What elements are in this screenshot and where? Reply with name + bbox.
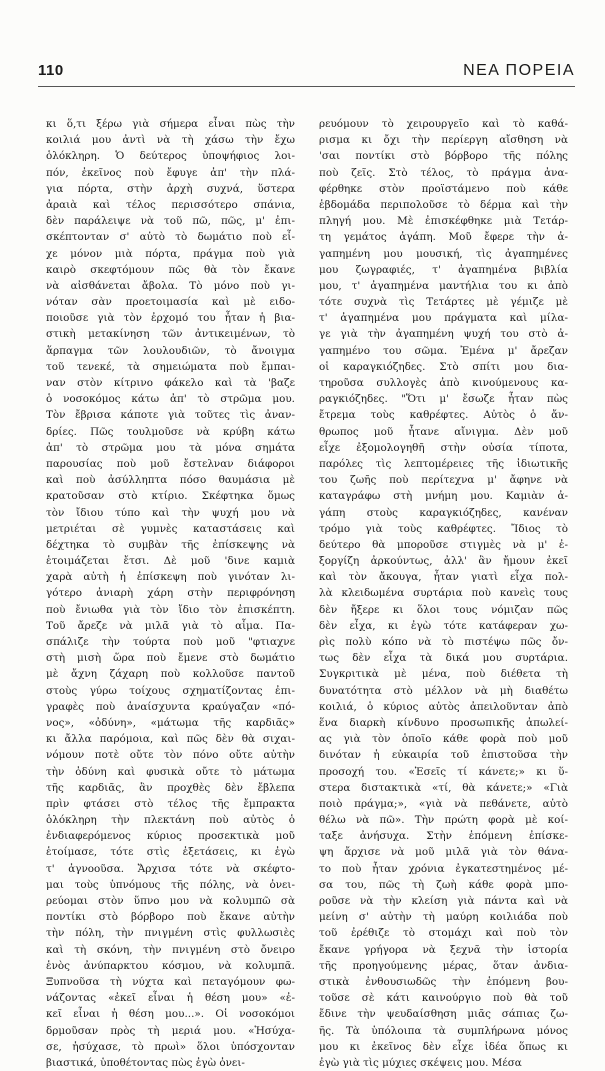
text-column-left [46, 116, 295, 1071]
text-line: 'σαι ποντίκι στὸ βόρβορο τῆς πόλης [319, 150, 568, 163]
text-line: κι ἄλλα παρόμοια, καὶ πῶς δὲν θὰ σιχαι- [46, 733, 295, 746]
text-line: μου ζωγραφιές, τ' ἀγαπημένα βιβλία [319, 263, 568, 276]
text-line: ποιοῦσε γιὰ τὸν ἐρχομό του ἦταν ἡ βια- [46, 312, 295, 325]
text-line: ὁλόκληρη τὴν πλεκτάνη ποὺ αὐτὸς ὁ [46, 814, 295, 827]
text-line: δρμοῦσαν πρὸς τὴ μεριά μου. «Ἡσύχα- [46, 1024, 295, 1037]
text-line: τὴν πόλη, τὴν πνιγμένη στὶς φυλλωσιὲς [46, 927, 295, 940]
text-line: κεῖ εἶναι ἡ θέση μου...». Οἱ νοσοκόμοι [46, 1008, 295, 1021]
text-line: γε γιὰ τὴν ἀγαπημένη ψυχή του στὸ ἀ- [319, 328, 568, 341]
text-line: μου, τ' ἀγαπημένα μαντήλια του κι ἀπὸ [319, 279, 568, 292]
text-line: ἔδινε τὴν ψευδαίσθηση μιᾶς σάπιας ζω- [319, 1008, 568, 1021]
text-line: γότερο ἀνιαρὴ χάρη στὴν περιφρόνηση [46, 587, 295, 600]
text-line: τὸν ἴδιου τύπο καὶ τὴν ψυχή μου νὰ [46, 506, 295, 519]
text-line: δὲν παράλειψε νὰ τοῦ πῶ, πῶς, μ' ἐπι- [46, 215, 295, 228]
text-line: καιρὸ σκεφτόμουν πῶς θὰ τὸν ἔκανε [46, 263, 295, 276]
text-line: δρίες. Πῶς τουλμοῦσε νὰ κρύβη κάτω [46, 425, 295, 438]
text-line: ἑβδομάδα περιπολοῦσε τὸ δέρμα καὶ τὴν [319, 198, 568, 211]
text-line: κρατοῦσαν στὸ κτίριο. Σκέφτηκα ὅμως [46, 490, 295, 503]
text-line: ἑτοιμάζεται ἔτσι. Δὲ μοῦ 'δινε καμιὰ [46, 555, 295, 568]
text-line: τότε συχνὰ τὶς Τετάρτες μὲ γέμιζε μὲ [319, 296, 568, 309]
text-line: τ' ἀγνοοῦσα. Ἄρχισα τότε νὰ σκέφτο- [46, 862, 295, 875]
text-line: στερα διστακτικὰ «τί, θὰ κάνετε;» «Γιὰ [319, 781, 568, 794]
text-line: δυνατότητα στὸ μέλλον νὰ μὴ διαθέτω [319, 684, 568, 697]
text-line: Ξυπνοῦσα τὴ νύχτα καὶ πεταγόμουν φω- [46, 975, 295, 988]
text-line: τηροῦσα συλλογὲς ἀπὸ κινούμενους κα- [319, 377, 568, 389]
text-line: θρωπος μοῦ ἦτανε αἴνιγμα. Δὲν μοῦ [319, 425, 568, 438]
text-line: καὶ τὸν ἄκουγα, ἦταν γιατὶ εἶχα πολ- [319, 571, 568, 584]
text-line: οἱ καραγκιόζηδες. Στὸ σπίτι μου δια- [319, 360, 568, 373]
text-line: τοῦ τενεκέ, τὰ σημειώματα ποὺ ἔμπαι- [46, 360, 295, 373]
text-line: βιαστικά, ὑποθέτοντας πὼς ἐγὼ ὀνει- [46, 1056, 245, 1069]
text-line: ρεύομαι στὸν ὕπνο μου νὰ κολυμπῶ σὰ [46, 895, 295, 907]
text-line: σα του, πῶς τὴ ζωὴ κάθε φορὰ μπο- [319, 878, 568, 891]
text-line: πόν, ἐκεῖνος ποὺ ἔφυγε ἀπ' τὴν πλά- [46, 166, 295, 179]
text-line: πρὶν φτάσει στὸ τέλος τῆς ἔμπρακτα [46, 797, 295, 810]
text-line: ποιὸ πράγμα;», «γιὰ νὰ πεθάνετε, αὐτὸ [319, 797, 568, 810]
text-line: μετριέται σὲ γυμνὲς καταστάσεις καὶ [46, 522, 295, 535]
text-line: ρὶς πολὺ κόπο νὰ τὸ πιστέψω πῶς ὄν- [319, 636, 568, 648]
text-line: ποὺ ζεῖς. Στὸ τέλος, τὸ πράγμα ἀνα- [319, 166, 568, 179]
text-line: ἐνδιαφερόμενος κύριος προσεκτικὰ μοῦ [46, 830, 295, 843]
text-line: λὰ κλειδωμένα συρτάρια ποὺ κανεὶς τους [319, 587, 568, 600]
text-line: ἑνὸς ἀνύπαρκτου κόσμου, νὰ κολυμπᾶ. [46, 959, 295, 972]
text-line: πληγή μου. Μὲ ἐπισκέφθηκε μιὰ Τετάρ- [319, 215, 568, 228]
text-line: ρευόμουν τὸ χειρουργεῖο καὶ τὸ καθά- [319, 118, 568, 130]
text-line: γραφὲς ποὺ ἀναίσχυντα κραύγαζαν «πό- [46, 700, 295, 713]
text-line: τ' ἀγαπημένα μου πράγματα καὶ μίλα- [319, 312, 568, 325]
text-line: σκέπτονταν σ' αὐτὸ τὸ δωμάτιο ποὺ εἶ- [46, 231, 295, 244]
text-line: δὲν ἤξερε κι ὅλοι τους νόμιζαν πῶς [319, 603, 568, 616]
text-line: ποὺ ἔνιωθα γιὰ τὸν ἴδιο τὸν ἐπισκέπτη. [46, 603, 295, 616]
text-line: παρουσίας ποὺ μοῦ ἔστελναν διάφοροι [46, 457, 295, 470]
text-line: δινόταν ἡ εὐκαιρία τοῦ ἐπιστοῦσα τὴν [319, 749, 568, 762]
text-line: ἐγὼ γιὰ τὶς μύχιες σκέψεις μου. Μέσα [319, 1056, 522, 1069]
page-number: 110 [38, 62, 64, 79]
text-line: φέρθηκε στὸν προϊστάμενο ποὺ κάθε [319, 182, 568, 195]
text-line: δεύτερο θὰ μποροῦσε στιγμὲς νὰ μ' ἐ- [319, 538, 568, 551]
text-line: στικὰ ἐνθουσιωδῶς τὴν ἑπόμενη βου- [319, 975, 568, 988]
text-line: χε μόνον μιὰ πόρτα, πράγμα ποὺ γιὰ [46, 247, 295, 260]
text-line: ραγκιόζηδες. "Ὅτι μ' ἔσωζε ἦταν πὼς [319, 393, 568, 406]
text-line: μαι τοὺς ὑπνόμους τῆς πόλης, νὰ ὀνει- [46, 878, 295, 891]
text-line: τως δὲν εἶχα τὰ δικά μου συρτάρια. [319, 652, 568, 665]
text-line: στοὺς γύρω τοίχους σχηματίζοντας ἐπι- [46, 684, 295, 697]
text-line: νος», «ὀδύνη», «μάτωμα τῆς καρδιᾶς» [46, 716, 295, 729]
text-line: ἔτρεμα τοὺς καθρέφτες. Αὐτὸς ὁ ἄν- [319, 409, 568, 422]
text-line: καὶ ποὺ ἀσύλληπτα πόσο θαυμάσια μὲ [46, 474, 295, 487]
text-line: ψη ἄρχισε νὰ μοῦ μιλᾶ γιὰ τὸν θάνα- [319, 846, 568, 859]
text-line: τη γεμάτος ἀγάπη. Μοῦ ἔφερε τὴν ἀ- [319, 231, 568, 244]
text-line: μείνη σ' αὐτὴν τὴ μαύρη κοιλιάδα ποὺ [319, 911, 568, 924]
text-line: προσοχή του. «Ἐσεῖς τί κάνετε;» κι ὕ- [319, 765, 568, 778]
text-line: παρόλες τὶς λεπτομέρειες τῆς ἰδιωτικῆς [319, 457, 568, 470]
page-header [38, 62, 575, 86]
text-line: ἀπ' τὸ στρῶμα μου τὰ μόνα σημάτα [46, 441, 295, 454]
text-line: χαρὰ αὐτὴ ἡ ἐπίσκεψη ποὺ γινόταν λι- [46, 571, 295, 584]
text-line: νόταν σὰν προετοιμασία καὶ μὲ ειδο- [46, 296, 295, 309]
text-line: το ποὺ ἦταν χρόνια ἐγκατεστημένος μέ- [319, 862, 568, 875]
text-line: τὴν ὀδύνη καὶ φυσικὰ οὔτε τὸ μάτωμα [46, 765, 295, 778]
text-line: εἶχε ἐξομολογηθῆ στὴν οὐσία τίποτα, [319, 441, 568, 454]
running-title: ΝΕΑ ΠΟΡΕΙΑ [463, 62, 575, 79]
text-line: γάπη στοὺς καραγκιόζηδες, κανέναν [319, 506, 568, 519]
text-line: τοῦ ἐρέθιζε τὸ στομάχι καὶ ποὺ τὸν [319, 927, 568, 940]
text-line: σπάλιζε τὴν τούρτα ποὺ μοῦ "φτιαχνε [46, 636, 295, 648]
text-line: δὲν εἶχα, κι ἐγὼ τότε κατάφεραν χω- [319, 619, 568, 632]
text-line: στὴ μισὴ ὥρα ποὺ ἔμενε στὸ δωμάτιο [46, 652, 295, 665]
text-line: σε, ἡσύχασε, τὸ πρωὶ» ὅλοι ὑπόσχονταν [46, 1040, 295, 1053]
text-line: ας γιὰ τὸν ὁποῖο κάθε φορὰ ποὺ μοῦ [319, 733, 568, 746]
text-line: δέχτηκα τὸ συμβὰν τῆς ἐπίσκεψης νὰ [46, 538, 295, 551]
text-line: γαπημένη μου μουσική, τὶς ἀγαπημένες [319, 247, 568, 260]
text-line: στικὴ μετακίνηση τῶν ἀντικειμένων, τὸ [46, 328, 295, 341]
text-line: Τοῦ ἄρεζε νὰ μιλᾶ γιὰ τὸ αἷμα. Πα- [46, 619, 295, 632]
text-line: του ζωῆς ποὺ περίτεχνα μ' ἄφηνε νὰ [319, 474, 568, 487]
text-line: ξοργίζη ἀρκούντως, ἀλλ' ἂν ἤμουν ἐκεῖ [319, 555, 568, 568]
text-line: κι ὅ,τι ξέρω γιὰ σήμερα εἶναι πὼς τὴν [46, 118, 295, 130]
text-line: τοῦσε σὲ κάτι καινούργιο ποὺ θὰ τοῦ [319, 992, 568, 1005]
text-line: ἀραιὰ καὶ τέλος περισσότερο σπάνια, [46, 198, 295, 211]
text-line: τῆς προηγούμενης μέρας, ὅταν ἀνδια- [319, 959, 568, 972]
text-line: ρισμα κι ὄχι τὴν περίεργη αἴσθηση νὰ [319, 134, 568, 147]
text-line: ὁ νοσοκόμος κάτω ἀπ' τὸ στρῶμα μου. [46, 393, 295, 406]
text-line: ὁλόκληρη. Ὁ δεύτερος ὑποψήφιος λοι- [46, 150, 295, 163]
text-line: μου κι ἐκεῖνος δὲν εἶχε ἰδέα ὅπως κι [319, 1040, 568, 1053]
text-line: τρόμο γιὰ τοὺς καθρέφτες. Ἴδιος τὸ [319, 522, 568, 535]
text-line: ποντίκι στὸ βόρβορο ποὺ ἔκανε αὐτὴν [46, 911, 295, 924]
text-line: καταγράφω στὴ μνήμη μου. Καμιὰν ἀ- [319, 490, 568, 503]
text-line: νὰ αἰσθάνεται ἄβολα. Τὸ μόνο ποὺ γι- [46, 279, 295, 292]
text-column-right [319, 116, 568, 1071]
text-line: νάζοντας «ἐκεῖ εἶναι ἡ θέση μου» «ἐ- [46, 992, 295, 1005]
header-rule [38, 86, 575, 87]
text-line: κοιλιά μου ἀντὶ νὰ τὴ χάσω τὴν ἔχω [46, 134, 295, 147]
text-line: μὲ ἄχνη ζάχαρη ποὺ κολλοῦσε παντοῦ [46, 668, 295, 681]
text-line: για πόρτα, στὴν ἀρχὴ συχνά, ὕστερα [46, 182, 295, 195]
text-line: ταξε ἀνήσυχα. Στὴν ἑπόμενη ἐπίσκε- [319, 830, 568, 843]
text-line: Συγκριτικὰ μὲ μένα, ποὺ διέθετα τὴ [319, 668, 568, 681]
text-line: ἕνα διαρκὴ κίνδυνο προσωπικῆς ἀπωλεί- [319, 716, 568, 729]
text-line: ροῦσε νὰ τὴν κλείση γιὰ πάντα καὶ νὰ [319, 895, 568, 907]
text-line: θέλω νὰ πῶ». Τὴν πρώτη φορὰ μὲ κοί- [319, 814, 568, 827]
text-line: κοιλιά, ὁ κύριος αὐτὸς ἀπειλοῦνταν ἀπὸ [319, 700, 568, 713]
text-line: καὶ τὴ σκόνη, τὴν πνιγμένη στὸ ὄνειρο [46, 943, 295, 956]
text-line: νόμουν ποτὲ οὔτε τὸν πόνο οὔτε αὐτὴν [46, 749, 295, 762]
text-line: Τὸν ἔβρισα κάποτε γιὰ τοῦτες τὶς ἀναν- [46, 409, 295, 422]
text-line: ἅρπαγμα τῶν λουλουδιῶν, τὸ ἄνοιγμα [46, 344, 295, 357]
text-line: ναν στὸν κίτρινο φάκελο καὶ τὰ 'βαζε [46, 377, 295, 389]
text-line: τῆς καρδιᾶς, ἂν προχθὲς δὲν ἔβλεπα [46, 781, 295, 794]
text-line: γαπημένο του σῶμα. Ἐμένα μ' ἄρεζαν [319, 344, 568, 357]
text-line: ἔκανε γρήγορα νὰ ξεχνᾶ τὴν ἱστορία [319, 943, 568, 956]
text-line: ῆς. Τὰ ὑπόλοιπα τὰ συμπλήρωνα μόνος [319, 1024, 568, 1037]
text-line: ἑτοίμασε, τότε στὶς ἐξετάσεις, κι ἐγὼ [46, 846, 295, 859]
